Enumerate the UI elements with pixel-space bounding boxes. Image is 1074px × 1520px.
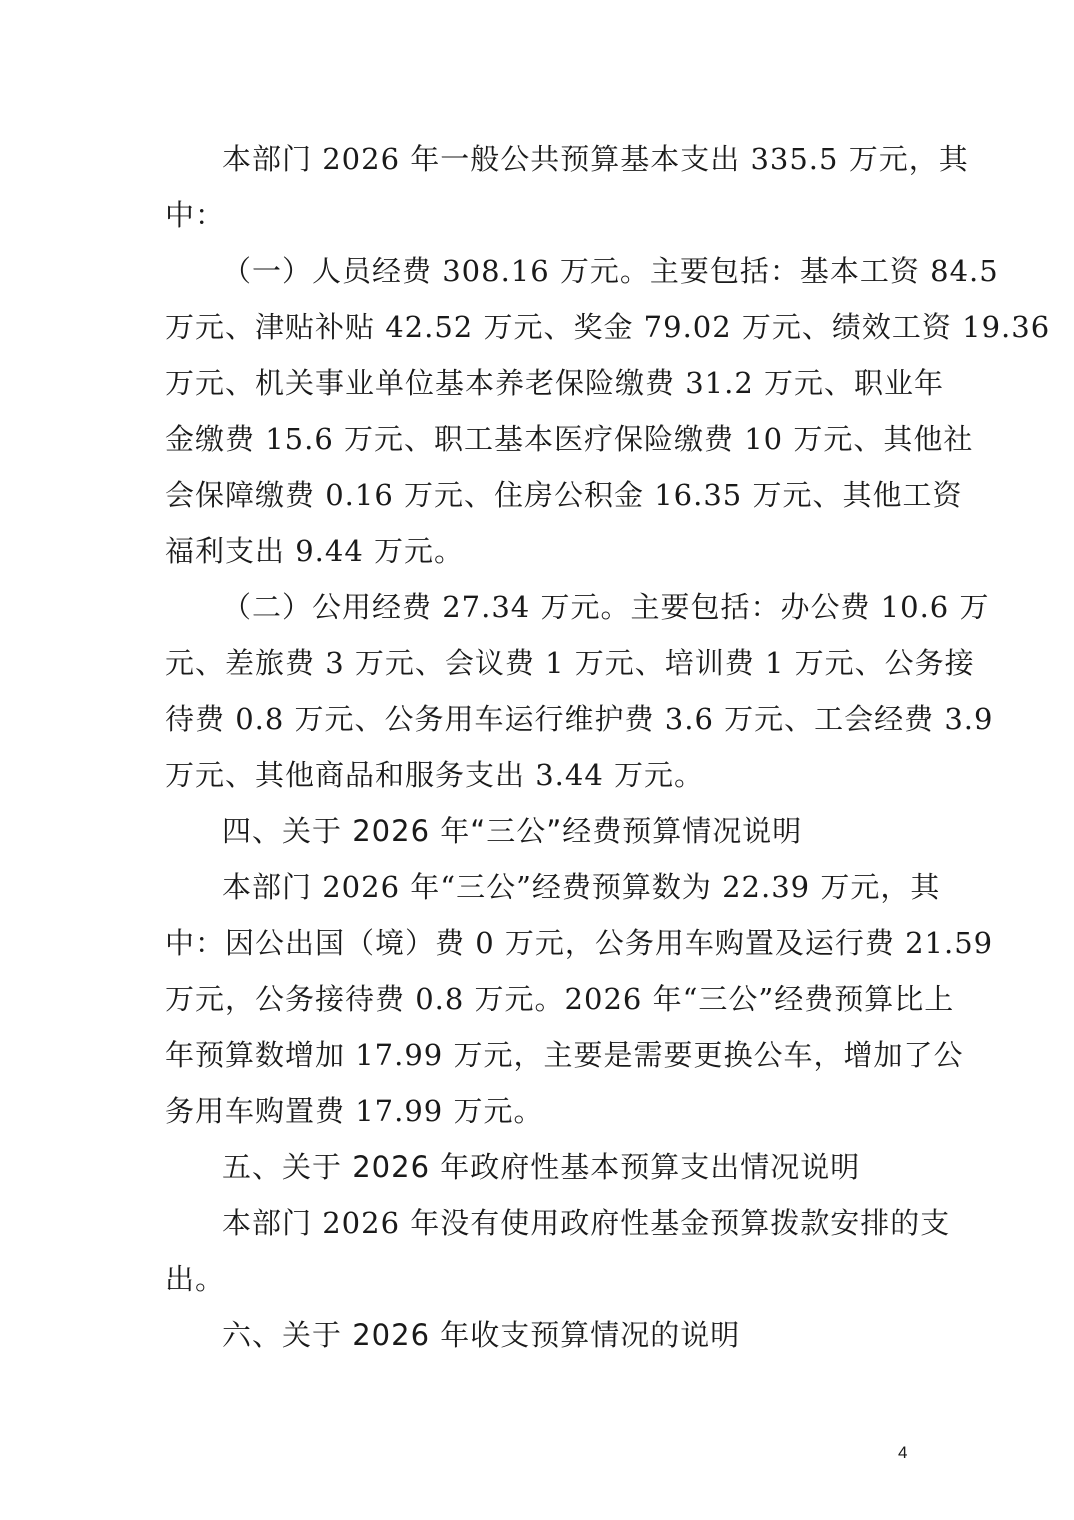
paragraph-personnel-line-3: 万元、机关事业单位基本养老保险缴费 31.2 万元、职业年 [165,366,945,400]
section-heading-5: 五、关于 2026 年政府性基本预算支出情况说明 [222,1150,861,1184]
paragraph-basic-expenditure-line-2: 中： [165,198,226,232]
page-number: 4 [898,1443,908,1462]
paragraph-basic-expenditure-line-1: 本部门 2026 年一般公共预算基本支出 335.5 万元，其 [222,142,969,176]
paragraph-personnel-line-6: 福利支出 9.44 万元。 [165,534,465,568]
paragraph-three-public-line-3: 万元，公务接待费 0.8 万元。2026 年“三公”经费预算比上 [165,982,955,1016]
paragraph-three-public-line-4: 年预算数增加 17.99 万元，主要是需要更换公车，增加了公 [165,1038,964,1072]
paragraph-three-public-line-1: 本部门 2026 年“三公”经费预算数为 22.39 万元，其 [222,870,941,904]
paragraph-three-public-line-2: 中：因公出国（境）费 0 万元，公务用车购置及运行费 21.59 [165,926,994,960]
paragraph-public-line-4: 万元、其他商品和服务支出 3.44 万元。 [165,758,705,792]
paragraph-personnel-line-4: 金缴费 15.6 万元、职工基本医疗保险缴费 10 万元、其他社 [165,422,974,456]
paragraph-personnel-line-1: （一）人员经费 308.16 万元。主要包括：基本工资 84.5 [222,254,999,288]
paragraph-public-line-2: 元、差旅费 3 万元、会议费 1 万元、培训费 1 万元、公务接 [165,646,975,680]
paragraph-personnel-line-5: 会保障缴费 0.16 万元、住房公积金 16.35 万元、其他工资 [165,478,963,512]
paragraph-government-fund-line-2: 出。 [165,1262,226,1296]
section-heading-4: 四、关于 2026 年“三公”经费预算情况说明 [222,814,803,848]
paragraph-government-fund-line-1: 本部门 2026 年没有使用政府性基金预算拨款安排的支 [222,1206,951,1240]
paragraph-public-line-1: （二）公用经费 27.34 万元。主要包括：办公费 10.6 万 [222,590,990,624]
section-heading-6: 六、关于 2026 年收支预算情况的说明 [222,1318,741,1352]
paragraph-three-public-line-5: 务用车购置费 17.99 万元。 [165,1094,544,1128]
paragraph-personnel-line-2: 万元、津贴补贴 42.52 万元、奖金 79.02 万元、绩效工资 19.36 [165,310,1051,344]
paragraph-public-line-3: 待费 0.8 万元、公务用车运行维护费 3.6 万元、工会经费 3.9 [165,702,994,736]
